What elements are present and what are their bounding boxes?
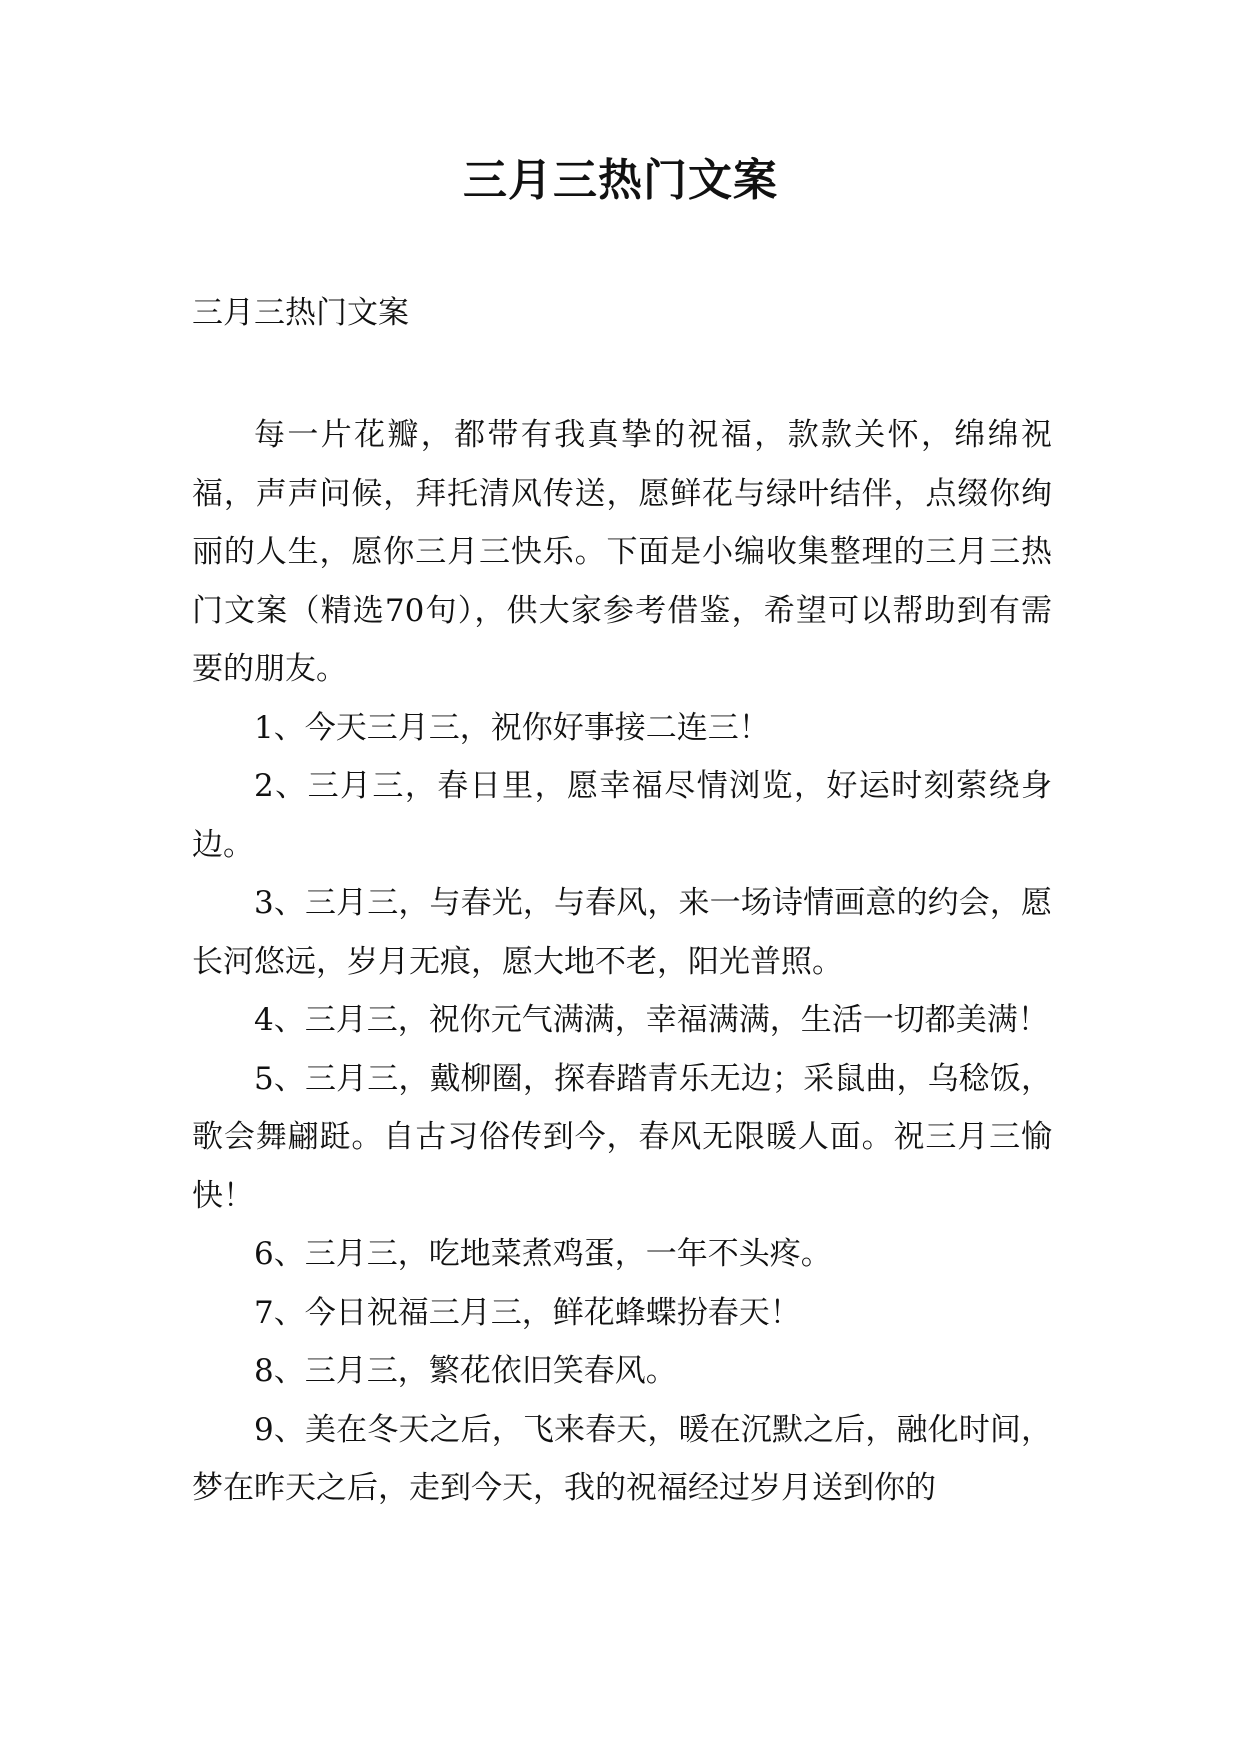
list-item: 4、三月三，祝你元气满满，幸福满满，生活一切都美满！ bbox=[254, 1002, 1049, 1038]
intro-paragraph: 每一片花瓣，都带有我真挚的祝福，款款关怀，绵绵祝福，声声问候，拜托清风传送，愿鲜花与绿叶结伴，点缀你绚丽的人生，愿你三月三快乐。下面是小编收集整理的三月三热门文案（精选70句），供大家参考借鉴，希望可以帮助到有需要的朋友。 bbox=[192, 417, 1052, 687]
document-subtitle: 三月三热门文案 bbox=[192, 295, 409, 331]
list-item: 6、三月三，吃地菜煮鸡蛋，一年不头疼。 bbox=[254, 1236, 832, 1272]
list-item: 2、三月三，春日里，愿幸福尽情浏览，好运时刻萦绕身边。 bbox=[192, 768, 1052, 863]
list-item: 7、今日祝福三月三，鲜花蜂蝶扮春天！ bbox=[254, 1294, 801, 1331]
page-title: 三月三热门文案 bbox=[463, 155, 778, 206]
list-item: 5、三月三，戴柳圈，探春踏青乐无边；采鼠曲，乌稔饭，歌会舞翩跹。自古习俗传到今，春风无限暖人面。祝三月三愉快！ bbox=[192, 1060, 1052, 1214]
list-item: 9、美在冬天之后，飞来春天，暖在沉默之后，融化时间，梦在昨天之后，走到今天，我的祝福经过岁月送到你的 bbox=[192, 1411, 1052, 1506]
list-item: 8、三月三，繁花依旧笑春风。 bbox=[254, 1353, 677, 1389]
list-item: 1、今天三月三，祝你好事接二连三！ bbox=[254, 709, 770, 746]
document-body bbox=[192, 406, 1052, 1518]
list-item: 3、三月三，与春光，与春风，来一场诗情画意的约会，愿长河悠远，岁月无痕，愿大地不老，阳光普照。 bbox=[192, 885, 1052, 980]
